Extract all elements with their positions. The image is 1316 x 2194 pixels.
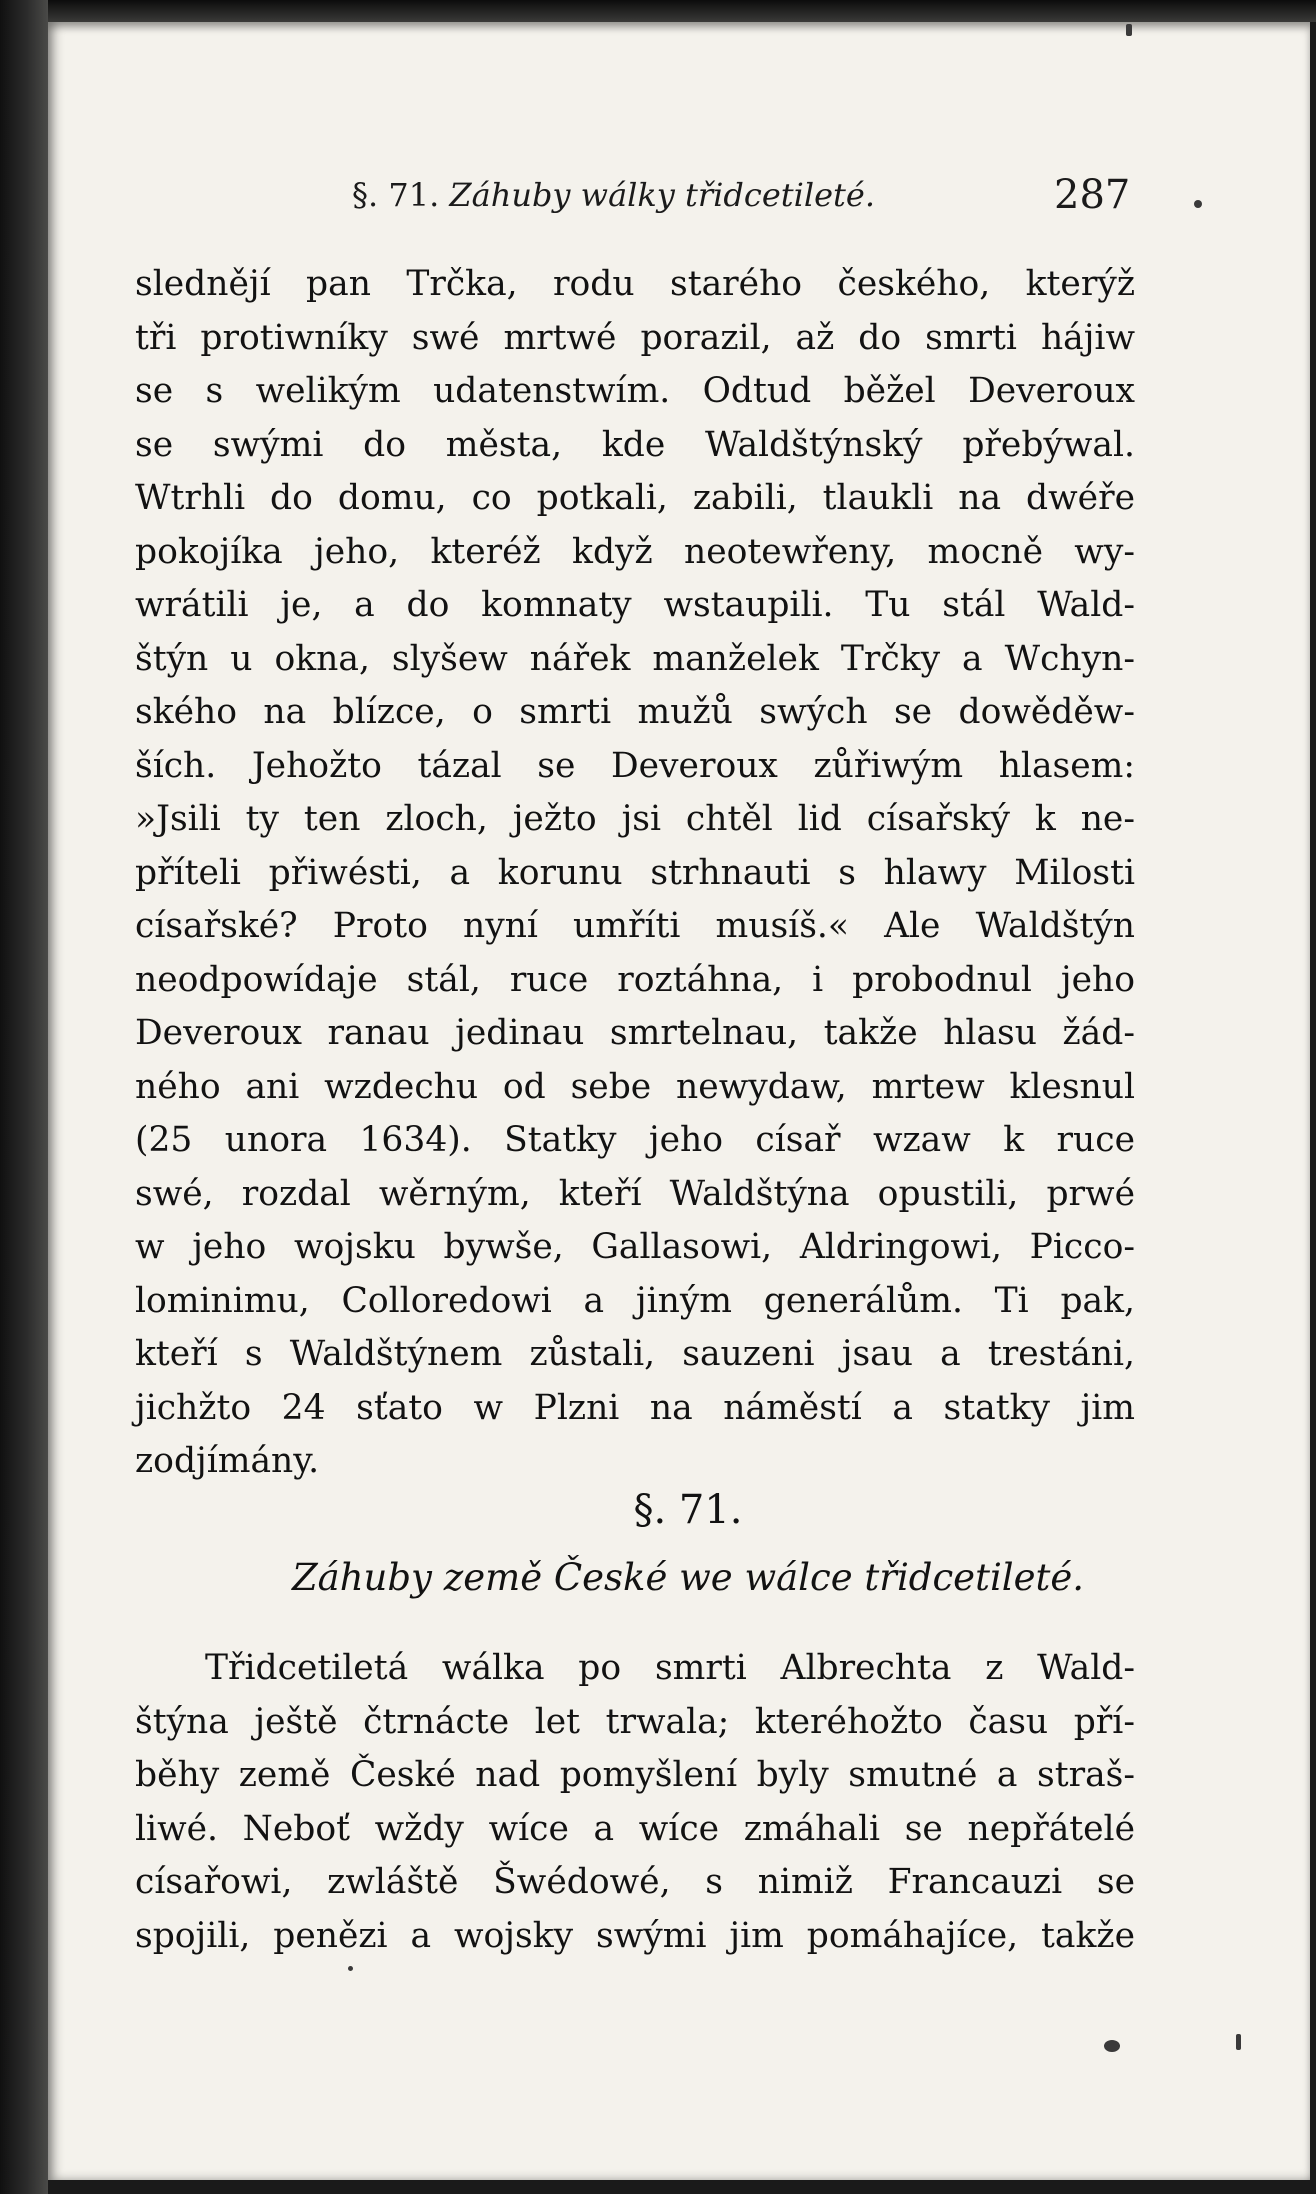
ink-speck [1236,2034,1241,2050]
text-line: slednějí pan Trčka, rodu starého českého, kterýž [135,264,1135,304]
text-line: příteli přiwésti, a korunu strhnauti s hlawy Milosti [135,852,1135,893]
ink-speck [1194,200,1202,208]
section-title: Záhuby země České we wálce třidcetileté. [291,1556,1085,1599]
section-number: §. 71. [633,1487,743,1533]
text-line: štýn u okna, slyšew nářek manželek Trčky a Wchyn- [135,638,1135,679]
text-line: »Jsili ty ten zloch, ježto jsi chtěl lid císařský k ne- [135,799,1135,839]
running-head-title: Záhuby wálky třidcetileté. [449,176,875,214]
text-line: kteří s Waldštýnem zůstali, sauzeni jsau a trestáni, [135,1334,1135,1374]
text-line: liwé. Neboť wždy wíce a wíce zmáhali se nepřátelé [135,1808,1135,1849]
text-line: Wtrhli do domu, co potkali, zabili, tlaukli na dwéře [135,478,1135,518]
text-line: ského na blízce, o smrti mužů swých se dowěděw- [135,692,1135,732]
text-line: štýna ještě čtrnácte let trwala; kteréhožto času pří- [135,1701,1135,1742]
text-line: ších. Jehožto tázal se Deveroux zůřiwým hlasem: [135,745,1135,786]
page-number: 287 [1054,172,1131,218]
text-line: běhy země České nad pomyšlení byly smutné a straš- [135,1755,1135,1795]
text-line: wrátili je, a do komnaty wstaupili. Tu stál Wald- [135,585,1135,625]
text-line: Třidcetiletá wálka po smrti Albrechta z Wald- [205,1648,1135,1688]
text-line: tři protiwníky swé mrtwé porazil, až do smrti hájiw [135,317,1135,358]
text-line: zodjímány. [135,1441,320,1481]
ink-speck [1104,2040,1120,2052]
running-head [352,176,1152,214]
text-line: se s welikým udatenstwím. Odtud běžel Deveroux [135,371,1135,411]
text-line: ného ani wzdechu od sebe newydaw, mrtew klesnul [135,1066,1135,1107]
text-line: císařské? Proto nyní umříti musíš.« Ale Waldštýn [135,906,1135,946]
text-line: (25 unora 1634). Statky jeho císař wzaw k ruce [135,1120,1135,1160]
ink-speck [1126,24,1132,36]
text-line: swé, rozdal wěrným, kteří Waldštýna opustili, prwé [135,1173,1135,1214]
paragraph-2 [135,1642,1135,1963]
page-top-edge [48,0,1316,22]
text-line: neodpowídaje stál, ruce roztáhna, i probodnul jeho [135,959,1135,1000]
text-line: spojili, penězi a wojsky swými jim pomáhajíce, takže [135,1915,1135,1956]
paragraph-1 [135,258,1135,1489]
text-line: císařowi, zwláště Šwédowé, s nimiž Francauzi se [135,1862,1135,1902]
text-line: w jeho wojsku bywše, Gallasowi, Aldringowi, Picco- [135,1227,1135,1267]
ink-speck [348,1966,353,1971]
running-head-section: §. 71. [352,176,440,214]
text-line: lominimu, Colloredowi a jiným generálům. Ti pak, [135,1280,1135,1321]
text-line: se swými do města, kde Waldštýnský přebýwal. [135,424,1135,465]
book-gutter [0,0,48,2194]
text-line: Deveroux ranau jedinau smrtelnau, takže hlasu žád- [135,1013,1135,1053]
text-line: jichžto 24 sťato w Plzni na náměstí a statky jim [135,1387,1135,1428]
text-line: pokojíka jeho, kteréž když neotewřeny, mocně wy- [135,531,1135,572]
